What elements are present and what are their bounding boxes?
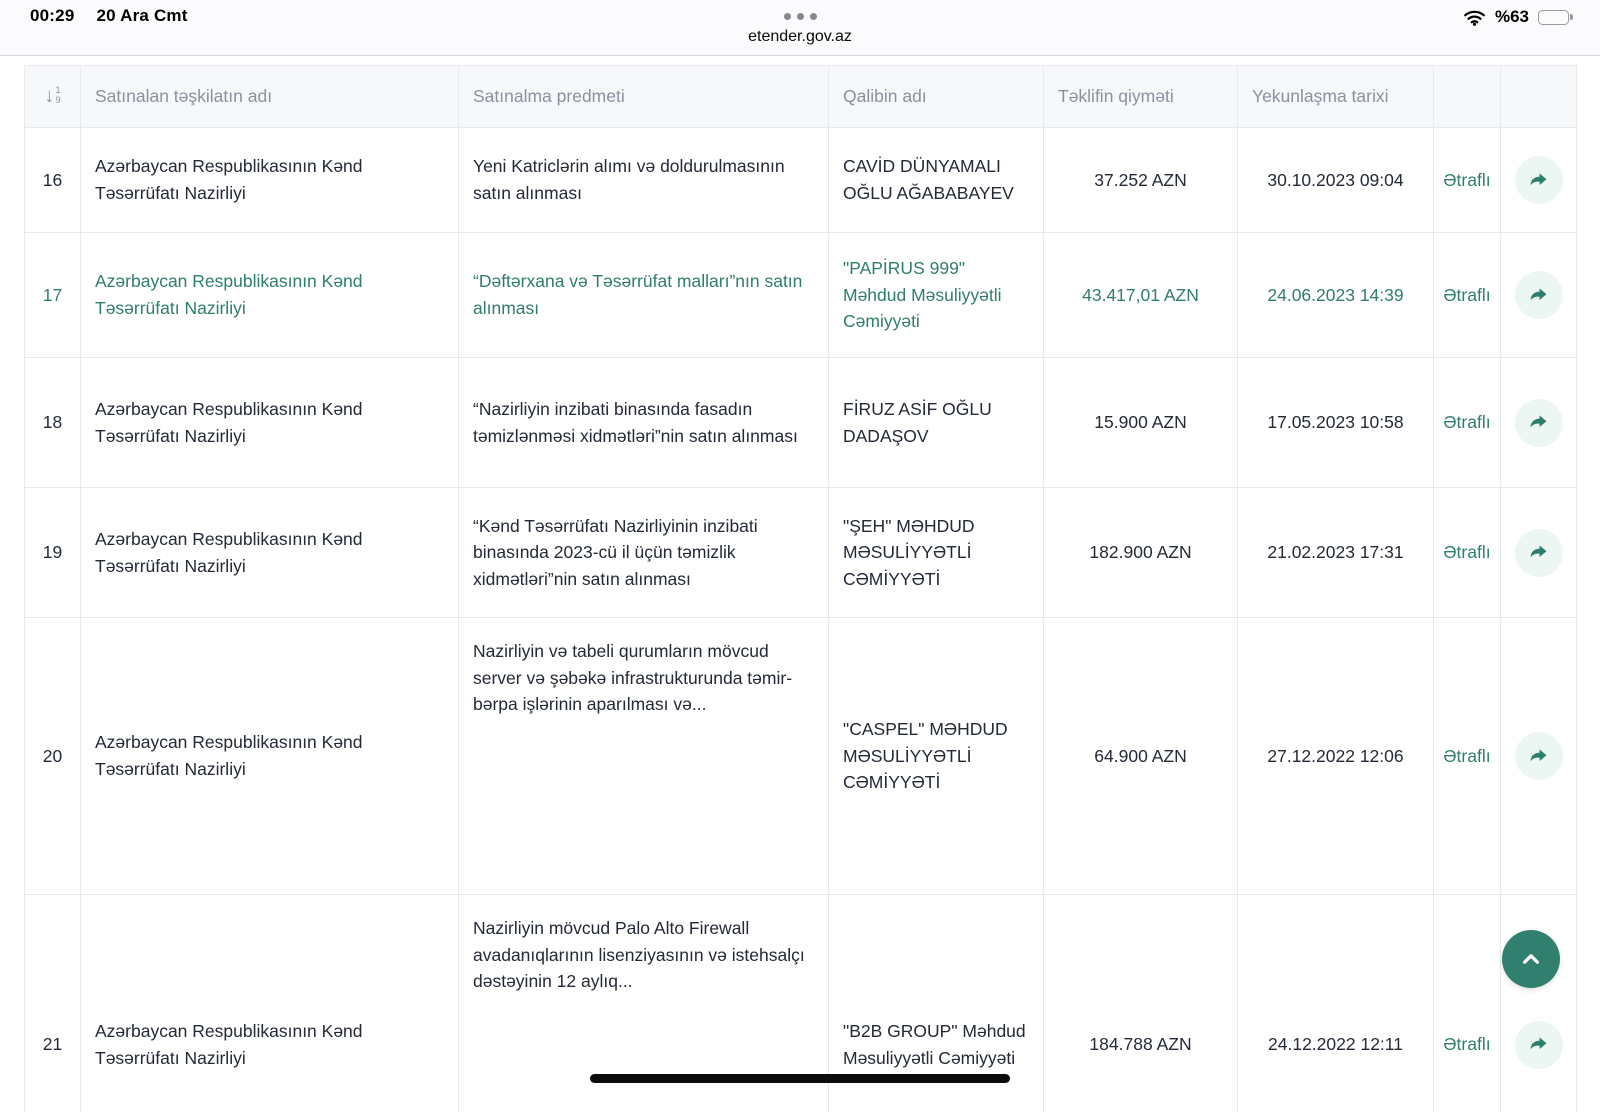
battery-icon (1538, 9, 1574, 26)
status-date: 20 Ara Cmt (96, 6, 188, 25)
wifi-icon (1463, 9, 1486, 26)
table-header-row (25, 66, 1577, 128)
date-cell: 27.12.2022 12:06 (1238, 618, 1434, 895)
row-number: 16 (25, 128, 81, 233)
subject-cell: “Dəftərxana və Təsərrüfat malları”nın satın alınması (459, 233, 829, 358)
details-link[interactable]: Ətraflı (1443, 1034, 1491, 1055)
row-number: 17 (25, 233, 81, 358)
subject-cell: “Kənd Təsərrüfatı Nazirliyinin inzibati binasında 2023-cü il üçün təmizlik xidmətləri”nin satın alınması (459, 488, 829, 618)
header-price: Təklifin qiyməti (1044, 66, 1238, 128)
row-number: 20 (25, 618, 81, 895)
tab-options-icon[interactable] (784, 13, 817, 20)
table-row (25, 128, 1577, 233)
price-cell: 184.788 AZN (1044, 895, 1238, 1112)
open-tender-button[interactable] (1515, 529, 1563, 577)
row-number: 19 (25, 488, 81, 618)
forward-arrow-icon (1515, 1021, 1563, 1069)
header-date: Yekunlaşma tarixi (1238, 66, 1434, 128)
forward-arrow-icon (1515, 271, 1563, 319)
status-time: 00:29 (30, 6, 75, 25)
forward-arrow-icon (1515, 399, 1563, 447)
status-right (1463, 7, 1574, 27)
price-cell: 182.900 AZN (1044, 488, 1238, 618)
scroll-to-top-button[interactable] (1502, 930, 1560, 988)
open-tender-button[interactable] (1515, 399, 1563, 447)
sort-numeric-icon[interactable]: ↓ 1 9 (44, 85, 61, 107)
open-tender-button[interactable] (1515, 732, 1563, 780)
forward-arrow-icon (1515, 156, 1563, 204)
sort-header[interactable] (25, 66, 81, 128)
price-cell: 43.417,01 AZN (1044, 233, 1238, 358)
tenders-table (24, 65, 1577, 1112)
subject-cell: “Nazirliyin inzibati binasında fasadın təmizlənməsi xidmətləri”nin satın alınması (459, 358, 829, 488)
header-details (1434, 66, 1501, 128)
chevron-up-icon (1517, 945, 1545, 973)
home-indicator[interactable] (590, 1074, 1010, 1083)
subject-cell: Yeni Katriclərin alımı və doldurulmasının satın alınması (459, 128, 829, 233)
org-cell: Azərbaycan Respublikasının Kənd Təsərrüfatı Nazirliyi (81, 618, 459, 895)
table-row (25, 233, 1577, 358)
battery-percent: %63 (1494, 7, 1529, 26)
date-cell: 17.05.2023 10:58 (1238, 358, 1434, 488)
org-cell: Azərbaycan Respublikasının Kənd Təsərrüfatı Nazirliyi (81, 128, 459, 233)
open-tender-button[interactable] (1515, 1021, 1563, 1069)
org-cell: Azərbaycan Respublikasının Kənd Təsərrüfatı Nazirliyi (81, 358, 459, 488)
winner-cell: "B2B GROUP" Məhdud Məsuliyyətli Cəmiyyəti (829, 895, 1044, 1112)
date-cell: 24.06.2023 14:39 (1238, 233, 1434, 358)
row-number: 21 (25, 895, 81, 1112)
org-cell: Azərbaycan Respublikasının Kənd Təsərrüfatı Nazirliyi (81, 233, 459, 358)
forward-arrow-icon (1515, 732, 1563, 780)
subject-cell: Nazirliyin mövcud Palo Alto Firewall avadanıqlarının lisenziyasının və istehsalçı dəstəyinin 12 aylıq... (459, 895, 829, 1112)
header-subject: Satınalma predmeti (459, 66, 829, 128)
winner-cell: "ŞEH" MƏHDUD MƏSULİYYƏTLİ CƏMİYYƏTİ (829, 488, 1044, 618)
details-link[interactable]: Ətraflı (1443, 542, 1491, 563)
table-row (25, 488, 1577, 618)
safari-top-bar (0, 0, 1600, 56)
header-actions (1501, 66, 1577, 128)
table-row (25, 618, 1577, 895)
date-cell: 30.10.2023 09:04 (1238, 128, 1434, 233)
date-cell: 24.12.2022 12:11 (1238, 895, 1434, 1112)
table-row (25, 358, 1577, 488)
row-number: 18 (25, 358, 81, 488)
winner-cell: "PAPİRUS 999" Məhdud Məsuliyyətli Cəmiyyəti (829, 233, 1044, 358)
page-content (0, 56, 1600, 1112)
details-link[interactable]: Ətraflı (1443, 169, 1491, 190)
open-tender-button[interactable] (1515, 271, 1563, 319)
header-winner: Qalibin adı (829, 66, 1044, 128)
details-link[interactable]: Ətraflı (1443, 745, 1491, 766)
org-cell: Azərbaycan Respublikasının Kənd Təsərrüfatı Nazirliyi (81, 895, 459, 1112)
header-org: Satınalan təşkilatın adı (81, 66, 459, 128)
address-bar[interactable]: etender.gov.az (748, 28, 852, 45)
address-area (0, 0, 1600, 46)
winner-cell: "CASPEL" MƏHDUD MƏSULİYYƏTLİ CƏMİYYƏTİ (829, 618, 1044, 895)
price-cell: 37.252 AZN (1044, 128, 1238, 233)
winner-cell: CAVİD DÜNYAMALI OĞLU AĞABABAYEV (829, 128, 1044, 233)
open-tender-button[interactable] (1515, 156, 1563, 204)
details-link[interactable]: Ətraflı (1443, 412, 1491, 433)
subject-cell: Nazirliyin və tabeli qurumların mövcud server və şəbəkə infrastrukturunda təmir-bərpa işlərinin aparılması və... (459, 618, 829, 895)
price-cell: 64.900 AZN (1044, 618, 1238, 895)
date-cell: 21.02.2023 17:31 (1238, 488, 1434, 618)
details-link[interactable]: Ətraflı (1443, 284, 1491, 305)
winner-cell: FİRUZ ASİF OĞLU DADAŞOV (829, 358, 1044, 488)
org-cell: Azərbaycan Respublikasının Kənd Təsərrüfatı Nazirliyi (81, 488, 459, 618)
forward-arrow-icon (1515, 529, 1563, 577)
price-cell: 15.900 AZN (1044, 358, 1238, 488)
